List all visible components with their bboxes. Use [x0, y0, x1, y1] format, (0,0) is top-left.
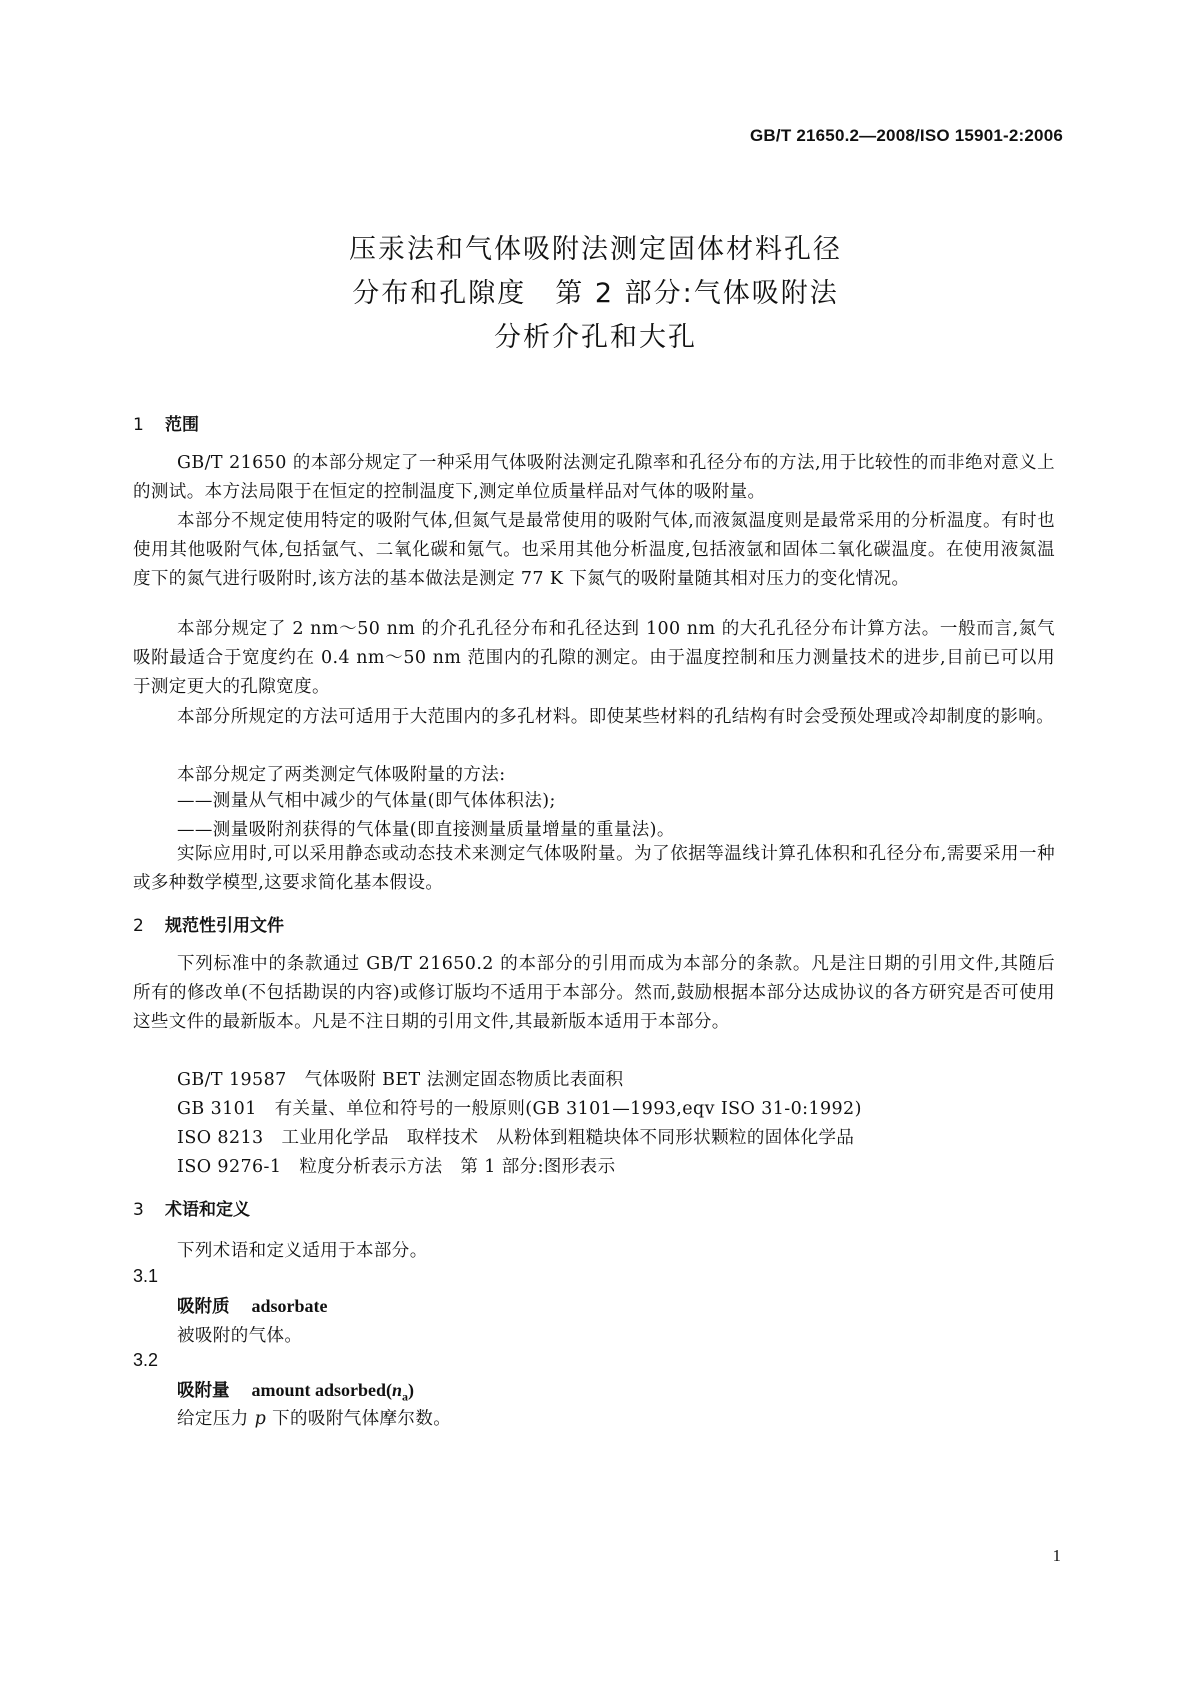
- standard-code: GB/T 21650.2—2008/ISO 15901-2:2006: [750, 126, 1063, 145]
- term-number: 3.2: [133, 1350, 159, 1370]
- definition-symbol: p: [254, 1409, 267, 1429]
- section-heading-normative-references: [133, 911, 284, 936]
- term-symbol: n: [392, 1380, 403, 1400]
- document-title: [0, 228, 1191, 360]
- term-chinese: 吸附量: [177, 1381, 230, 1401]
- reference-item: [177, 1095, 862, 1120]
- reference-item: [177, 1066, 624, 1091]
- section-title: 术语和定义: [165, 1200, 250, 1220]
- term-english-text: amount adsorbed(: [251, 1380, 393, 1400]
- term-definition: 被吸附的气体。: [177, 1326, 303, 1346]
- section-number: 3: [133, 1200, 144, 1220]
- definition-prefix: 给定压力: [177, 1409, 255, 1429]
- title-line: 分析介孔和大孔: [494, 322, 697, 353]
- term-definition: [177, 1405, 451, 1430]
- section-intro: 下列术语和定义适用于本部分。: [177, 1241, 428, 1261]
- term-entry: [177, 1377, 414, 1405]
- definition-suffix: 下的吸附气体摩尔数。: [266, 1409, 452, 1429]
- reference-title: 气体吸附 BET 法测定固态物质比表面积: [304, 1070, 624, 1090]
- section-number: 1: [133, 415, 144, 435]
- list-item: ——测量从气相中减少的气体量(即气体体积法);: [177, 791, 556, 811]
- reference-code: ISO 8213: [177, 1128, 264, 1148]
- title-line: 压汞法和气体吸附法测定固体材料孔径: [349, 234, 842, 265]
- term-chinese: 吸附质: [177, 1297, 230, 1317]
- term-english: adsorbate: [251, 1296, 328, 1316]
- paragraph: 实际应用时,可以采用静态或动态技术来测定气体吸附量。为了依据等温线计算孔体积和孔径分布,需要采用一种或多种数学模型,这要求简化基本假设。: [133, 844, 1055, 893]
- reference-title: 有关量、单位和符号的一般原则(GB 3101—1993,eqv ISO 31-0:1992): [274, 1099, 862, 1119]
- term-number: 3.1: [133, 1266, 159, 1286]
- paragraph: 本部分规定了 2 nm～50 nm 的介孔孔径分布和孔径达到 100 nm 的大孔孔径分布计算方法。一般而言,氮气吸附最适合于宽度约在 0.4 nm～50 nm 范围内的孔隙的测定。由于温度控制和压力测量技术的进步,目前已可以用于测定更大的孔隙宽度。: [133, 619, 1055, 697]
- paragraph: GB/T 21650 的本部分规定了一种采用气体吸附法测定孔隙率和孔径分布的方法,用于比较性的而非绝对意义上的测试。本方法局限于在恒定的控制温度下,测定单位质量样品对气体的吸附量。: [133, 453, 1055, 502]
- reference-code: ISO 9276-1: [177, 1157, 282, 1177]
- term-english: [251, 1380, 415, 1404]
- reference-code: GB 3101: [177, 1099, 257, 1119]
- page-number: 1: [1052, 1546, 1061, 1565]
- reference-item: [177, 1153, 615, 1178]
- section-number: 2: [133, 916, 144, 936]
- reference-title: 粒度分析表示方法 第 1 部分:图形表示: [299, 1157, 616, 1177]
- paragraph: 本部分规定了两类测定气体吸附量的方法:: [177, 765, 506, 785]
- section-heading-scope: [133, 410, 199, 435]
- paragraph: 本部分不规定使用特定的吸附气体,但氮气是最常使用的吸附气体,而液氮温度则是最常采用的分析温度。有时也使用其他吸附气体,包括氩气、二氧化碳和氪气。也采用其他分析温度,包括液氩和固体二氧化碳温度。在使用液氮温度下的氮气进行吸附时,该方法的基本做法是测定 77 K 下氮气的吸附量随其相对压力的变化情况。: [133, 511, 1055, 589]
- term-symbol-subscript: a: [402, 1389, 409, 1404]
- reference-title: 工业用化学品 取样技术 从粉体到粗糙块体不同形状颗粒的固体化学品: [281, 1128, 855, 1148]
- reference-item: [177, 1124, 854, 1149]
- section-title: 范围: [165, 415, 199, 435]
- title-line: 分布和孔隙度 第 2 部分:气体吸附法: [352, 278, 839, 309]
- list-item: ——测量吸附剂获得的气体量(即直接测量质量增量的重量法)。: [177, 820, 675, 840]
- section-heading-terms-definitions: [133, 1195, 250, 1220]
- paragraph: 本部分所规定的方法可适用于大范围内的多孔材料。即使某些材料的孔结构有时会受预处理或冷却制度的影响。: [177, 707, 1055, 727]
- term-english-close: ): [408, 1380, 415, 1400]
- paragraph: 下列标准中的条款通过 GB/T 21650.2 的本部分的引用而成为本部分的条款。凡是注日期的引用文件,其随后所有的修改单(不包括勘误的内容)或修订版均不适用于本部分。然而,鼓励根据本部分达成协议的各方研究是否可使用这些文件的最新版本。凡是不注日期的引用文件,其最新版本适用于本部分。: [133, 954, 1055, 1032]
- term-entry: [177, 1293, 328, 1318]
- section-title: 规范性引用文件: [165, 916, 284, 936]
- reference-code: GB/T 19587: [177, 1070, 287, 1090]
